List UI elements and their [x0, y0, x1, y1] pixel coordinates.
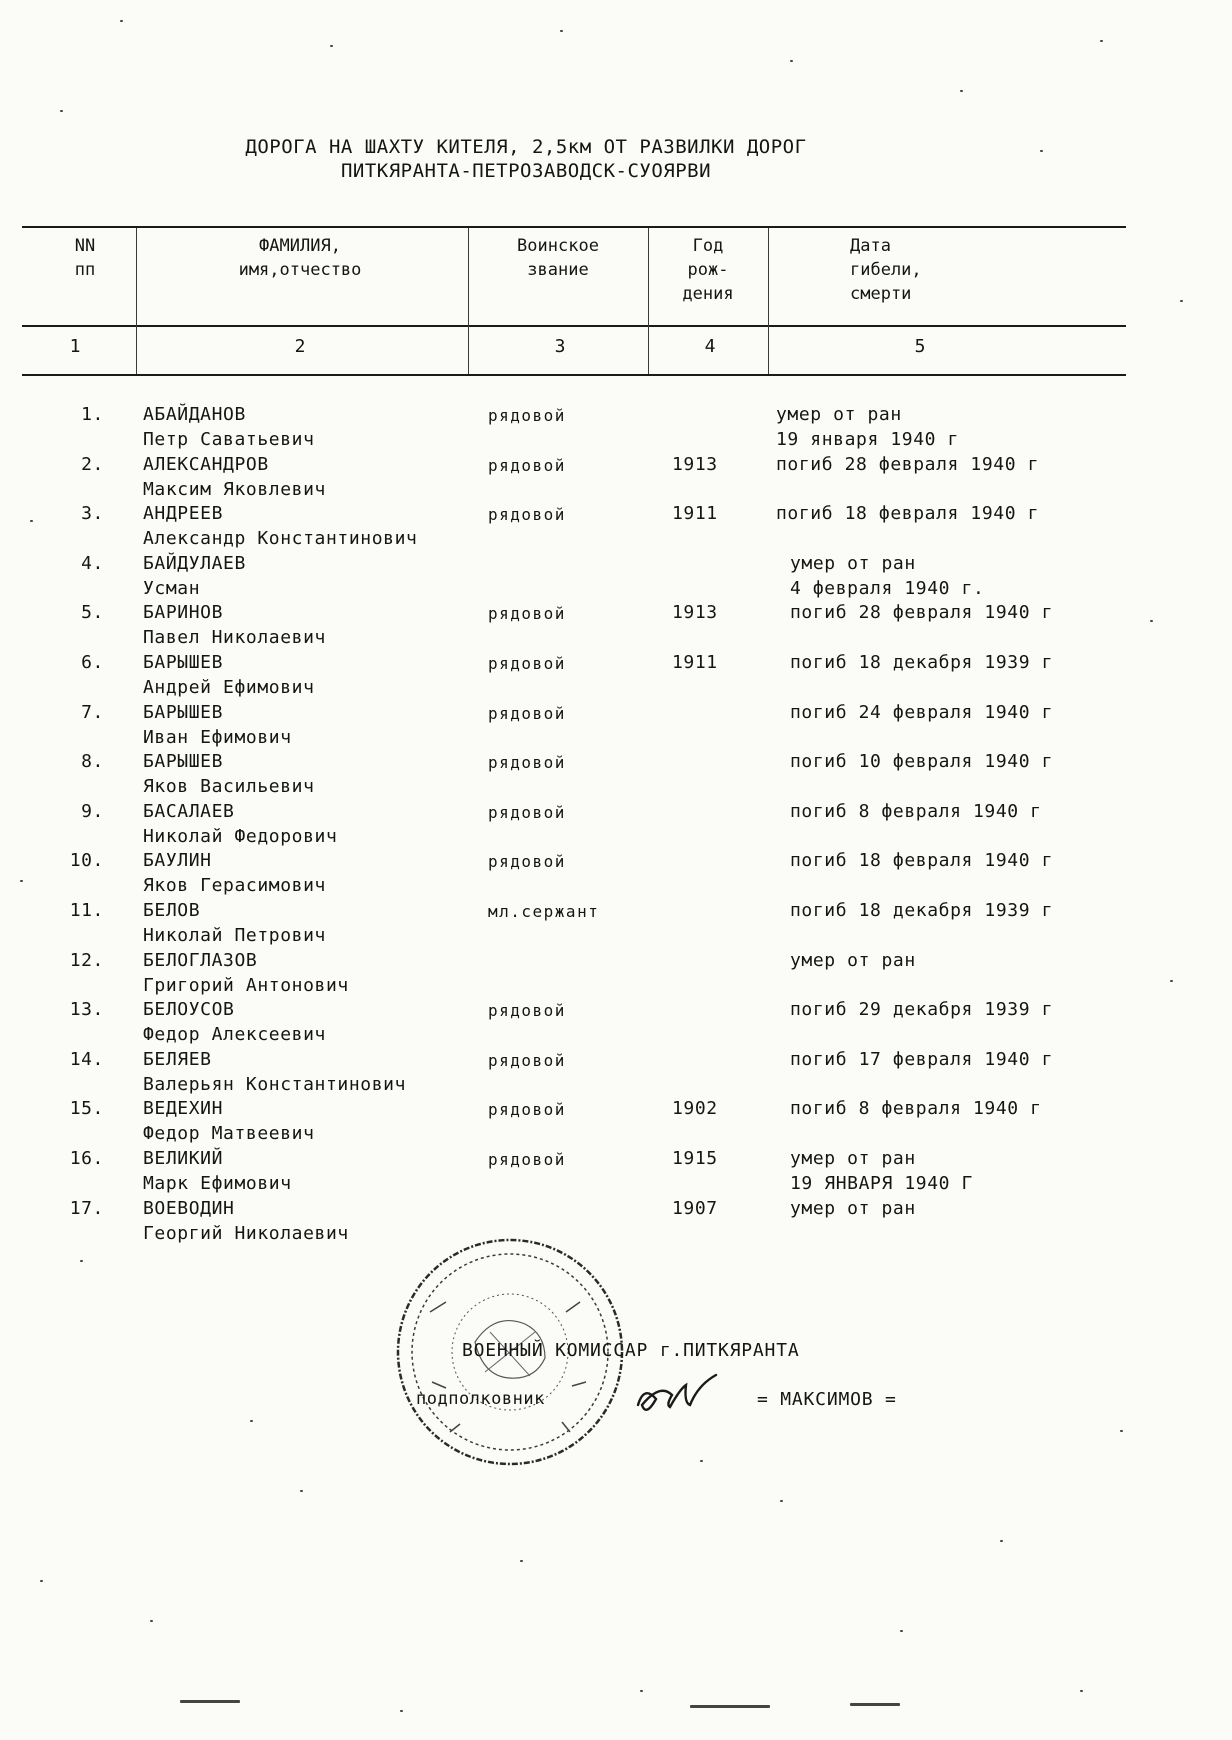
- row-death-line-1: умер от ран: [776, 404, 902, 425]
- column-divider-1: [136, 228, 137, 374]
- row-death-line-2: 4 февраля 1940 г.: [790, 578, 985, 599]
- row-given-name: Андрей Ефимович: [143, 677, 315, 698]
- row-death-line-1: погиб 18 февраля 1940 г: [776, 503, 1040, 524]
- row-number: 5.: [81, 602, 104, 623]
- table-row: [0, 950, 1232, 1000]
- signatory-name: = МАКСИМОВ =: [757, 1389, 897, 1410]
- row-given-name: Петр Саватьевич: [143, 429, 315, 450]
- row-number: 9.: [81, 801, 104, 822]
- table-row: [0, 999, 1232, 1049]
- row-given-name: Валерьян Константинович: [143, 1074, 407, 1095]
- table-numbers-rule: [22, 374, 1126, 376]
- header-col-rank: Воинское звание: [517, 236, 599, 280]
- row-surname: ВЕЛИКИЙ: [143, 1148, 224, 1169]
- signatory-rank: подполковник: [416, 1389, 545, 1409]
- document-title-line-2: ПИТКЯРАНТА-ПЕТРОЗАВОДСК-СУОЯРВИ: [340, 160, 712, 182]
- table-row: [0, 404, 1232, 454]
- row-death-line-1: погиб 18 февраля 1940 г: [790, 850, 1054, 871]
- row-number: 2.: [81, 454, 104, 475]
- row-number: 3.: [81, 503, 104, 524]
- row-surname: АБАЙДАНОВ: [143, 404, 246, 425]
- row-death-line-1: погиб 8 февраля 1940 г: [790, 1098, 1042, 1119]
- row-birth-year: 1913: [672, 454, 718, 475]
- row-number: 14.: [69, 1049, 104, 1070]
- row-birth-year: 1902: [672, 1098, 718, 1119]
- row-death-line-1: погиб 17 февраля 1940 г: [790, 1049, 1054, 1070]
- row-military-rank: рядовой: [488, 1150, 566, 1169]
- column-number-1: 1: [69, 336, 81, 357]
- row-military-rank: рядовой: [488, 406, 566, 425]
- column-number-3: 3: [554, 336, 566, 357]
- row-birth-year: 1913: [672, 602, 718, 623]
- table-row: [0, 702, 1232, 752]
- row-surname: БАЙДУЛАЕВ: [143, 553, 246, 574]
- row-birth-year: 1911: [672, 652, 718, 673]
- row-given-name: Григорий Антонович: [143, 975, 349, 996]
- row-military-rank: рядовой: [488, 704, 566, 723]
- row-number: 7.: [81, 702, 104, 723]
- table-row: [0, 751, 1232, 801]
- row-surname: БЕЛОУСОВ: [143, 999, 235, 1020]
- table-row: [0, 454, 1232, 504]
- table-row: [0, 602, 1232, 652]
- table-row: [0, 1098, 1232, 1148]
- row-military-rank: рядовой: [488, 505, 566, 524]
- row-surname: БАРИНОВ: [143, 602, 224, 623]
- handwritten-signature: [630, 1365, 730, 1425]
- column-divider-4: [768, 228, 769, 374]
- column-number-2: 2: [294, 336, 306, 357]
- row-number: 4.: [81, 553, 104, 574]
- row-number: 6.: [81, 652, 104, 673]
- row-military-rank: рядовой: [488, 1051, 566, 1070]
- row-military-rank: рядовой: [488, 604, 566, 623]
- row-given-name: Николай Федорович: [143, 826, 338, 847]
- row-surname: БЕЛОГЛАЗОВ: [143, 950, 258, 971]
- row-death-line-1: погиб 24 февраля 1940 г: [790, 702, 1054, 723]
- row-surname: АЛЕКСАНДРОВ: [143, 454, 269, 475]
- row-number: 10.: [69, 850, 104, 871]
- row-death-line-1: погиб 28 февраля 1940 г: [776, 454, 1040, 475]
- row-death-line-1: умер от ран: [790, 950, 916, 971]
- row-military-rank: рядовой: [488, 1001, 566, 1020]
- row-given-name: Яков Герасимович: [143, 875, 326, 896]
- row-death-line-1: погиб 29 декабря 1939 г: [790, 999, 1054, 1020]
- row-birth-year: 1911: [672, 503, 718, 524]
- row-given-name: Яков Васильевич: [143, 776, 315, 797]
- row-given-name: Александр Константинович: [143, 528, 418, 549]
- row-surname: БАРЫШЕВ: [143, 652, 224, 673]
- row-death-line-1: погиб 18 декабря 1939 г: [790, 900, 1054, 921]
- row-number: 1.: [81, 404, 104, 425]
- row-number: 15.: [69, 1098, 104, 1119]
- row-given-name: Максим Яковлевич: [143, 479, 326, 500]
- row-death-line-2: 19 января 1940 г: [776, 429, 959, 450]
- row-military-rank: мл.сержант: [488, 902, 600, 921]
- row-given-name: Георгий Николаевич: [143, 1223, 349, 1244]
- table-header-rule: [22, 325, 1126, 327]
- row-military-rank: рядовой: [488, 1100, 566, 1119]
- row-surname: БАУЛИН: [143, 850, 212, 871]
- row-death-line-1: погиб 18 декабря 1939 г: [790, 652, 1054, 673]
- row-surname: БЕЛОВ: [143, 900, 201, 921]
- row-surname: БАСАЛАЕВ: [143, 801, 235, 822]
- row-military-rank: рядовой: [488, 456, 566, 475]
- row-military-rank: рядовой: [488, 852, 566, 871]
- document-title-line-1: ДОРОГА НА ШАХТУ КИТЕЛЯ, 2,5км ОТ РАЗВИЛКИ ДОРОГ: [245, 136, 807, 158]
- row-surname: ВОЕВОДИН: [143, 1198, 235, 1219]
- row-given-name: Усман: [143, 578, 201, 599]
- row-birth-year: 1907: [672, 1198, 718, 1219]
- row-death-line-1: умер от ран: [790, 553, 916, 574]
- row-given-name: Федор Матвеевич: [143, 1123, 315, 1144]
- row-given-name: Федор Алексеевич: [143, 1024, 326, 1045]
- military-commissar-title: ВОЕННЫЙ КОМИССАР г.ПИТКЯРАНТА: [462, 1340, 800, 1361]
- header-col-number: NN пп: [74, 236, 96, 280]
- column-divider-2: [468, 228, 469, 374]
- row-death-line-1: умер от ран: [790, 1148, 916, 1169]
- row-number: 12.: [69, 950, 104, 971]
- row-number: 11.: [69, 900, 104, 921]
- row-military-rank: рядовой: [488, 753, 566, 772]
- column-number-4: 4: [704, 336, 716, 357]
- row-death-line-1: умер от ран: [790, 1198, 916, 1219]
- table-row: [0, 900, 1232, 950]
- row-number: 13.: [69, 999, 104, 1020]
- table-row: [0, 503, 1232, 553]
- row-given-name: Марк Ефимович: [143, 1173, 292, 1194]
- table-row: [0, 1148, 1232, 1198]
- row-number: 8.: [81, 751, 104, 772]
- table-row: [0, 850, 1232, 900]
- row-surname: БАРЫШЕВ: [143, 702, 224, 723]
- header-col-death-date: Дата гибели, смерти: [850, 236, 922, 304]
- column-number-5: 5: [914, 336, 926, 357]
- row-number: 16.: [69, 1148, 104, 1169]
- column-divider-3: [648, 228, 649, 374]
- row-military-rank: рядовой: [488, 654, 566, 673]
- table-row: [0, 801, 1232, 851]
- row-given-name: Павел Николаевич: [143, 627, 326, 648]
- header-col-birth-year: Год рож- дения: [682, 236, 734, 304]
- row-surname: БЕЛЯЕВ: [143, 1049, 212, 1070]
- row-death-line-2: 19 ЯНВАРЯ 1940 Г: [790, 1173, 973, 1194]
- table-row: [0, 652, 1232, 702]
- header-col-name: ФАМИЛИЯ, имя,отчество: [238, 236, 362, 280]
- table-row: [0, 553, 1232, 603]
- row-given-name: Николай Петрович: [143, 925, 326, 946]
- row-surname: БАРЫШЕВ: [143, 751, 224, 772]
- table-row: [0, 1049, 1232, 1099]
- row-surname: АНДРЕЕВ: [143, 503, 224, 524]
- row-death-line-1: погиб 8 февраля 1940 г: [790, 801, 1042, 822]
- row-birth-year: 1915: [672, 1148, 718, 1169]
- row-number: 17.: [69, 1198, 104, 1219]
- row-given-name: Иван Ефимович: [143, 727, 292, 748]
- row-death-line-1: погиб 10 февраля 1940 г: [790, 751, 1054, 772]
- table-top-rule: [22, 226, 1126, 228]
- row-surname: ВЕДЕХИН: [143, 1098, 224, 1119]
- row-military-rank: рядовой: [488, 803, 566, 822]
- row-death-line-1: погиб 28 февраля 1940 г: [790, 602, 1054, 623]
